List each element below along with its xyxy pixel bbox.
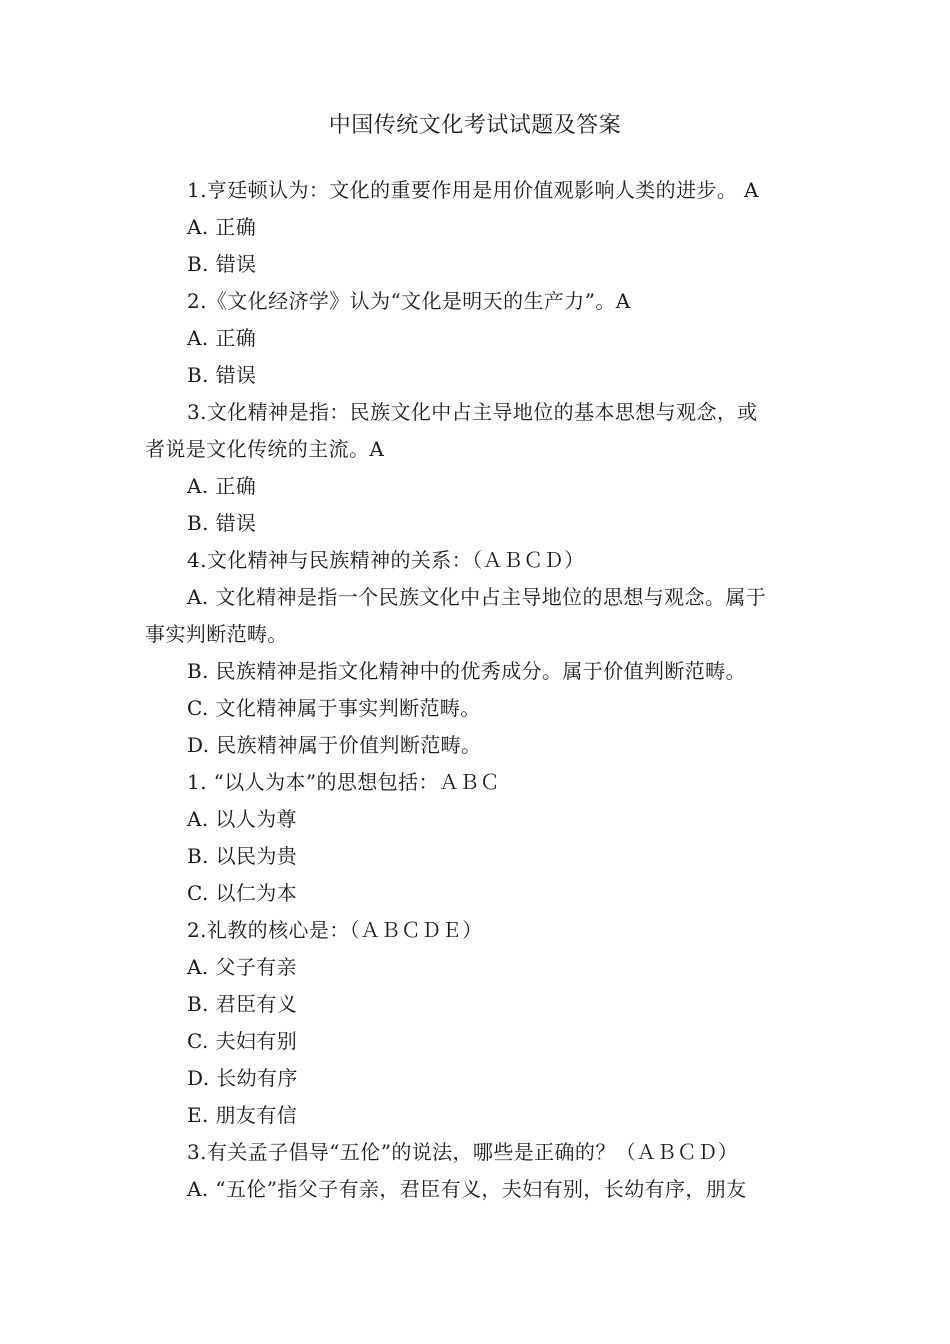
text-line: B. 错误	[187, 511, 257, 535]
text-line: 2.礼教的核心是：（ＡＢＣＤＥ）	[187, 918, 483, 942]
document-body	[145, 172, 813, 1208]
text-line: A. “五伦”指父子有亲，君臣有义，夫妇有别，长幼有序，朋友	[187, 1177, 747, 1201]
text-line: 2.《文化经济学》认为“文化是明天的生产力”。A	[187, 289, 631, 313]
text-line: A. 正确	[187, 474, 257, 498]
text-line: C. 文化精神属于事实判断范畴。	[187, 696, 481, 720]
text-line: B. 错误	[187, 363, 257, 387]
text-line: D. 民族精神属于价值判断范畴。	[187, 733, 482, 757]
text-line: B. 君臣有义	[187, 992, 298, 1016]
text-line: B. 以民为贵	[187, 844, 298, 868]
text-line: 3.文化精神是指：民族文化中占主导地位的基本思想与观念，或	[187, 400, 758, 424]
text-line: 4.文化精神与民族精神的关系：（ＡＢＣＤ）	[187, 548, 585, 572]
text-line: 1.亨廷顿认为：文化的重要作用是用价值观影响人类的进步。 A	[187, 178, 759, 202]
text-line: C. 夫妇有别	[187, 1029, 298, 1053]
text-line: A. 以人为尊	[187, 807, 297, 831]
text-line: B. 民族精神是指文化精神中的优秀成分。属于价值判断范畴。	[187, 659, 747, 683]
text-line: E. 朋友有信	[187, 1103, 298, 1127]
document-title: 中国传统文化考试试题及答案	[328, 113, 622, 138]
text-line: 事实判断范畴。	[145, 622, 288, 646]
text-line: A. 正确	[187, 326, 257, 350]
text-line: B. 错误	[187, 252, 257, 276]
text-line: D. 长幼有序	[187, 1066, 298, 1090]
text-line: 者说是文化传统的主流。A	[145, 437, 385, 461]
text-line: A. 文化精神是指一个民族文化中占主导地位的思想与观念。属于	[187, 585, 767, 609]
text-line: A. 正确	[187, 215, 257, 239]
text-line: C. 以仁为本	[187, 881, 298, 905]
text-line: A. 父子有亲	[187, 955, 297, 979]
text-line: 1. “以人为本”的思想包括：ＡＢＣ	[187, 770, 501, 794]
text-line: 3.有关孟子倡导“五伦”的说法，哪些是正确的？（ＡＢＣＤ）	[187, 1140, 739, 1164]
